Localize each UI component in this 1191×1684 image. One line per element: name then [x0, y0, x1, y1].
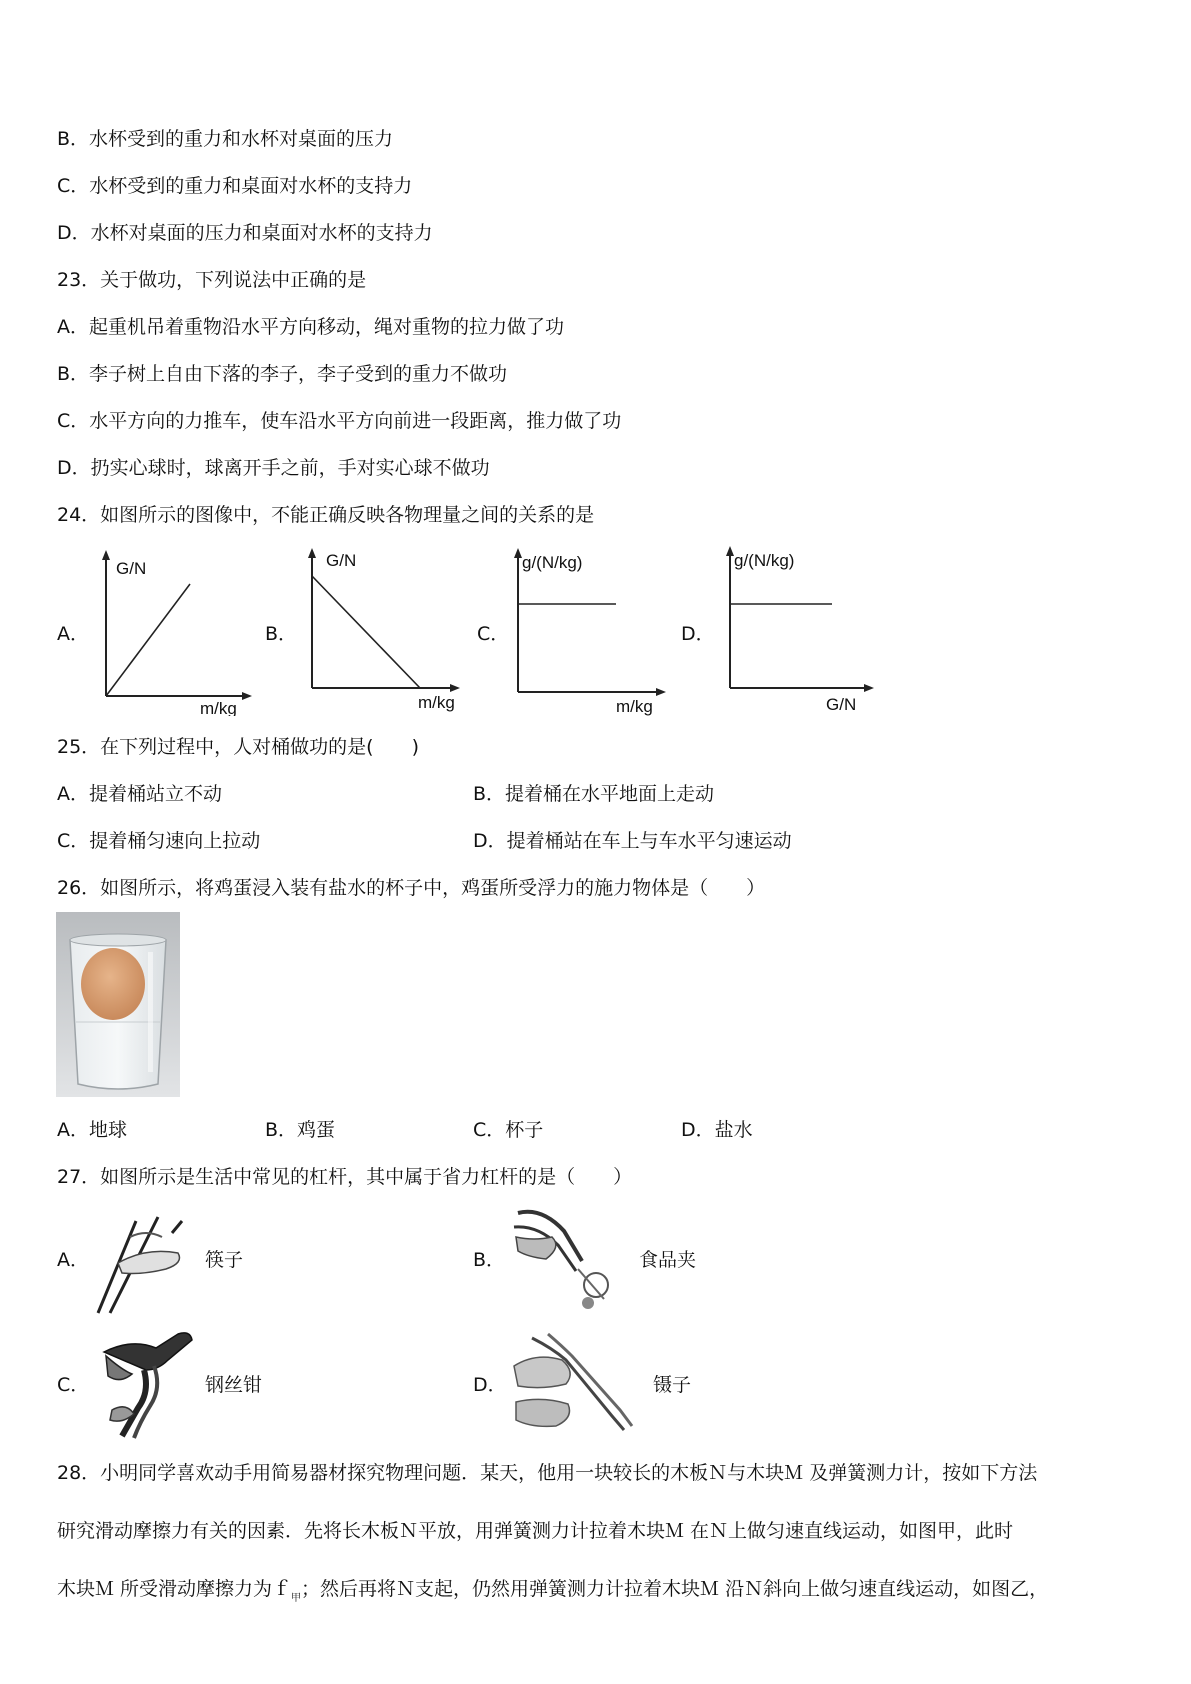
q24-a-ylabel: G/N — [116, 559, 147, 578]
q27-name-d: 镊子 — [653, 1374, 692, 1396]
q24-graph-b — [300, 546, 480, 716]
q27-letter-a: A． — [57, 1249, 89, 1271]
q27-letter-d: D． — [473, 1374, 507, 1396]
q27-stem: 27．如图所示是生活中常见的杠杆，其中属于省力杠杆的是（ ） — [57, 1166, 633, 1188]
q25-option-d: D．提着桶站在车上与车水平匀速运动 — [473, 830, 792, 852]
q25-stem: 25．在下列过程中，人对桶做功的是( ) — [57, 736, 420, 758]
q25-option-b: B．提着桶在水平地面上走动 — [473, 783, 715, 805]
q24-d-ylabel: g/(N/kg) — [734, 551, 795, 570]
q25-option-c: C．提着桶匀速向上拉动 — [57, 830, 261, 852]
q24-c-xlabel: m/kg — [616, 697, 653, 716]
q28-friction-subscript: 甲 — [291, 1593, 302, 1604]
q24-label-c: C． — [477, 623, 510, 645]
q26-option-c: C．杯子 — [473, 1119, 544, 1141]
q24-graph-c — [510, 546, 690, 718]
q26-option-b: B．鸡蛋 — [265, 1119, 336, 1141]
q24-stem: 24．如图所示的图像中，不能正确反映各物理量之间的关系的是 — [57, 504, 595, 526]
q24-label-d: D． — [681, 623, 715, 645]
q24-label-b: B． — [265, 623, 298, 645]
q22-option-d: D．水杯对桌面的压力和桌面对水杯的支持力 — [57, 222, 433, 244]
q24-graph-d — [722, 544, 892, 716]
q27-letter-b: B． — [473, 1249, 506, 1271]
wire-pliers-illustration — [92, 1326, 202, 1441]
q27-letter-c: C． — [57, 1374, 90, 1396]
q28-line-2: 研究滑动摩擦力有关的因素．先将长木板Ｎ平放，用弹簧测力计拉着木块Ｍ 在Ｎ上做匀速直线运动，如图甲，此时 — [57, 1520, 1014, 1542]
q26-option-a: A．地球 — [57, 1119, 127, 1141]
q28-line-3 — [57, 1576, 1048, 1612]
q24-c-ylabel: g/(N/kg) — [522, 553, 583, 572]
q25-option-a: A．提着桶站立不动 — [57, 783, 222, 805]
q22-option-c: C．水杯受到的重力和桌面对水杯的支持力 — [57, 175, 413, 197]
food-tongs-illustration — [512, 1207, 632, 1317]
q27-name-a: 筷子 — [205, 1249, 244, 1271]
q22-option-b: B．水杯受到的重力和水杯对桌面的压力 — [57, 128, 394, 150]
q26-stem: 26．如图所示，将鸡蛋浸入装有盐水的杯子中，鸡蛋所受浮力的施力物体是（ ） — [57, 877, 766, 899]
q26-option-d: D．盐水 — [681, 1119, 753, 1141]
q28-line-3-pre: 木块Ｍ 所受滑动摩擦力为ｆ — [57, 1578, 292, 1600]
q24-b-xlabel: m/kg — [418, 693, 455, 712]
q28-line-1: 28．小明同学喜欢动手用简易器材探究物理问题．某天，他用一块较长的木板Ｎ与木块Ｍ 及弹簧测力计，按如下方法 — [57, 1462, 1038, 1484]
q28-line-3-post: ；然后再将Ｎ支起，仍然用弹簧测力计拉着木块Ｍ 沿Ｎ斜向上做匀速直线运动，如图乙， — [301, 1578, 1049, 1600]
tweezers-illustration — [512, 1330, 642, 1440]
q27-name-c: 钢丝钳 — [205, 1374, 263, 1396]
q24-label-a: A． — [57, 623, 89, 645]
q24-b-ylabel: G/N — [326, 551, 357, 570]
q23-option-a: A．起重机吊着重物沿水平方向移动，绳对重物的拉力做了功 — [57, 316, 564, 338]
q24-d-xlabel: G/N — [826, 695, 857, 714]
q23-option-c: C．水平方向的力推车，使车沿水平方向前进一段距离，推力做了功 — [57, 410, 622, 432]
q23-option-b: B．李子树上自由下落的李子，李子受到的重力不做功 — [57, 363, 508, 385]
egg-in-salt-water-photo — [56, 912, 180, 1097]
chopsticks-illustration — [96, 1207, 196, 1317]
q27-name-b: 食品夹 — [639, 1249, 697, 1271]
q24-graph-a — [96, 548, 256, 716]
q24-a-xlabel: m/kg — [200, 699, 237, 716]
q23-stem: 23．关于做功，下列说法中正确的是 — [57, 269, 367, 291]
q23-option-d: D．扔实心球时，球离开手之前，手对实心球不做功 — [57, 457, 490, 479]
